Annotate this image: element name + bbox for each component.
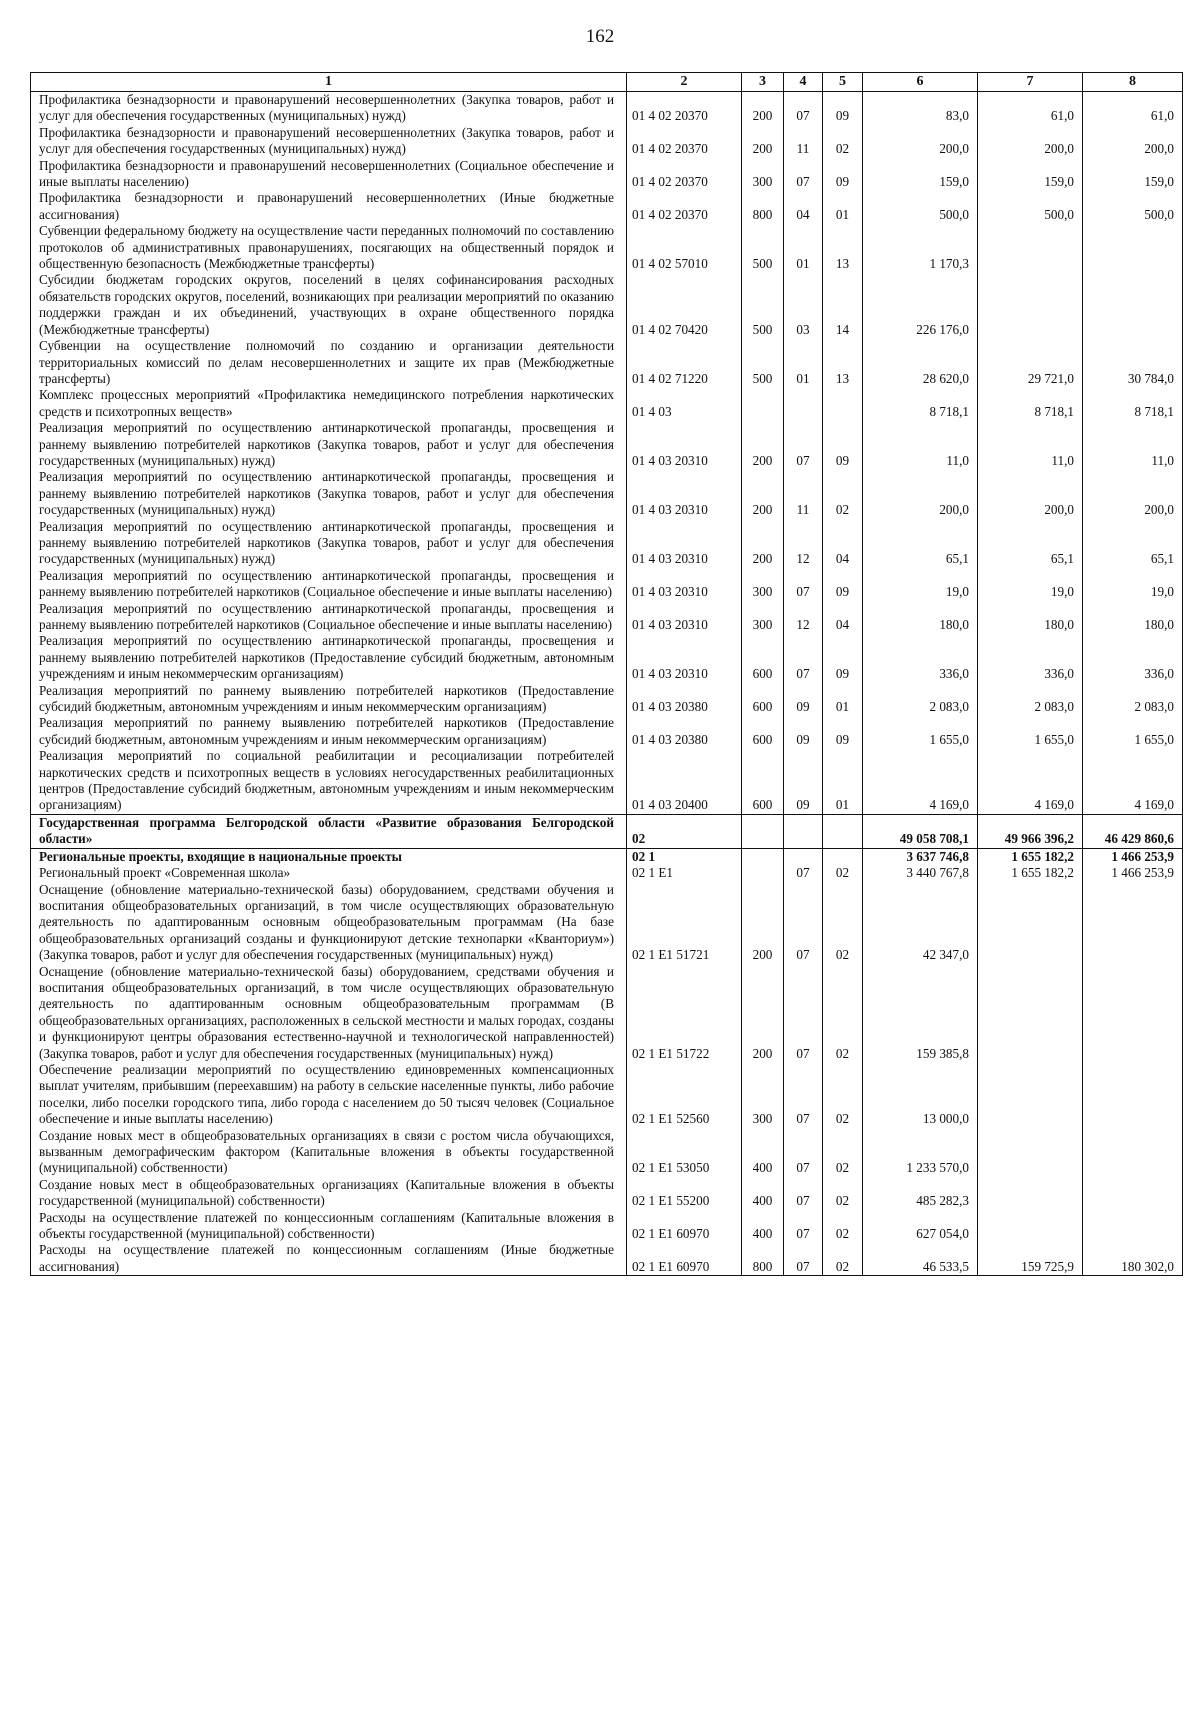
amount-col-6: 627 054,0 bbox=[863, 1210, 978, 1243]
table-row bbox=[31, 1062, 1183, 1128]
subsection-code: 02 bbox=[823, 1177, 863, 1210]
amount-col-7 bbox=[978, 272, 1083, 338]
subsection-code: 14 bbox=[823, 272, 863, 338]
target-article-code: 02 1 E1 60970 bbox=[627, 1210, 742, 1243]
amount-col-6: 2 083,0 bbox=[863, 683, 978, 716]
target-article-code: 01 4 03 20310 bbox=[627, 519, 742, 568]
subsection-code bbox=[823, 848, 863, 865]
header-row bbox=[31, 73, 1183, 92]
target-article-code: 02 1 E1 bbox=[627, 865, 742, 881]
amount-col-6: 65,1 bbox=[863, 519, 978, 568]
table-row bbox=[31, 1242, 1183, 1275]
amount-col-7: 159,0 bbox=[978, 158, 1083, 191]
row-description: Реализация мероприятий по осуществлению антинаркотической пропаганды, просвещения и раннему выявлению потребителей наркотиков (Социальное обеспечение и иные выплаты населению) bbox=[31, 568, 627, 601]
target-article-code: 01 4 03 20400 bbox=[627, 748, 742, 814]
target-article-code: 01 4 02 57010 bbox=[627, 223, 742, 272]
section-code: 07 bbox=[784, 568, 823, 601]
amount-col-7: 500,0 bbox=[978, 190, 1083, 223]
section-code: 07 bbox=[784, 1242, 823, 1275]
expense-type-code bbox=[742, 814, 784, 848]
target-article-code: 02 bbox=[627, 814, 742, 848]
section-code: 07 bbox=[784, 1177, 823, 1210]
header-cell: 1 bbox=[31, 73, 627, 92]
amount-col-6: 336,0 bbox=[863, 633, 978, 682]
table-row bbox=[31, 420, 1183, 469]
table-row bbox=[31, 964, 1183, 1062]
amount-col-7: 1 655,0 bbox=[978, 715, 1083, 748]
header-cell: 4 bbox=[784, 73, 823, 92]
table-body bbox=[31, 92, 1183, 1276]
expense-type-code: 400 bbox=[742, 1177, 784, 1210]
amount-col-6: 180,0 bbox=[863, 601, 978, 634]
amount-col-8: 180,0 bbox=[1083, 601, 1183, 634]
target-article-code: 01 4 03 20380 bbox=[627, 683, 742, 716]
target-article-code: 01 4 03 20310 bbox=[627, 420, 742, 469]
row-description: Создание новых мест в общеобразовательных организациях в связи с ростом числа обучающихся, вызванным демографическим фактором (Капитальные вложения в объекты государственной (муниципальной) собственности) bbox=[31, 1128, 627, 1177]
amount-col-8: 46 429 860,6 bbox=[1083, 814, 1183, 848]
expense-type-code bbox=[742, 387, 784, 420]
expense-type-code: 400 bbox=[742, 1128, 784, 1177]
amount-col-7: 1 655 182,2 bbox=[978, 865, 1083, 881]
amount-col-6: 1 233 570,0 bbox=[863, 1128, 978, 1177]
target-article-code: 02 1 E1 51722 bbox=[627, 964, 742, 1062]
amount-col-7: 49 966 396,2 bbox=[978, 814, 1083, 848]
amount-col-7: 336,0 bbox=[978, 633, 1083, 682]
expense-type-code: 600 bbox=[742, 748, 784, 814]
section-code: 07 bbox=[784, 92, 823, 125]
row-description: Расходы на осуществление платежей по концессионным соглашениям (Капитальные вложения в объекты государственной (муниципальной) собственности) bbox=[31, 1210, 627, 1243]
expense-type-code: 500 bbox=[742, 272, 784, 338]
target-article-code: 02 1 E1 55200 bbox=[627, 1177, 742, 1210]
target-article-code: 02 1 E1 60970 bbox=[627, 1242, 742, 1275]
expense-type-code: 200 bbox=[742, 519, 784, 568]
row-description: Создание новых мест в общеобразовательных организациях (Капитальные вложения в объекты государственной (муниципальной) собственности) bbox=[31, 1177, 627, 1210]
row-description: Профилактика безнадзорности и правонарушений несовершеннолетних (Иные бюджетные ассигнования) bbox=[31, 190, 627, 223]
amount-col-6: 28 620,0 bbox=[863, 338, 978, 387]
amount-col-8: 30 784,0 bbox=[1083, 338, 1183, 387]
amount-col-7: 19,0 bbox=[978, 568, 1083, 601]
amount-col-8: 1 466 253,9 bbox=[1083, 848, 1183, 865]
amount-col-8: 500,0 bbox=[1083, 190, 1183, 223]
expense-type-code bbox=[742, 865, 784, 881]
table-row bbox=[31, 158, 1183, 191]
row-description: Расходы на осуществление платежей по концессионным соглашениям (Иные бюджетные ассигнования) bbox=[31, 1242, 627, 1275]
row-description: Реализация мероприятий по осуществлению антинаркотической пропаганды, просвещения и раннему выявлению потребителей наркотиков (Закупка товаров, работ и услуг для обеспечения государственных (муниципальных) нужд) bbox=[31, 469, 627, 518]
section-code: 07 bbox=[784, 1128, 823, 1177]
amount-col-7 bbox=[978, 223, 1083, 272]
expense-type-code: 500 bbox=[742, 223, 784, 272]
amount-col-8: 61,0 bbox=[1083, 92, 1183, 125]
table-row bbox=[31, 814, 1183, 848]
header-cell: 3 bbox=[742, 73, 784, 92]
subsection-code: 01 bbox=[823, 190, 863, 223]
table-row bbox=[31, 92, 1183, 125]
amount-col-6: 485 282,3 bbox=[863, 1177, 978, 1210]
section-code bbox=[784, 848, 823, 865]
expense-type-code: 300 bbox=[742, 1062, 784, 1128]
subsection-code: 01 bbox=[823, 683, 863, 716]
amount-col-6: 46 533,5 bbox=[863, 1242, 978, 1275]
section-code: 07 bbox=[784, 633, 823, 682]
table-row bbox=[31, 601, 1183, 634]
amount-col-6: 83,0 bbox=[863, 92, 978, 125]
subsection-code bbox=[823, 814, 863, 848]
expense-type-code: 200 bbox=[742, 964, 784, 1062]
table-row bbox=[31, 568, 1183, 601]
header-cell: 5 bbox=[823, 73, 863, 92]
budget-table bbox=[30, 72, 1183, 1276]
section-code: 12 bbox=[784, 601, 823, 634]
target-article-code: 01 4 03 20310 bbox=[627, 633, 742, 682]
table-row bbox=[31, 1177, 1183, 1210]
expense-type-code: 600 bbox=[742, 683, 784, 716]
expense-type-code: 600 bbox=[742, 633, 784, 682]
row-description: Профилактика безнадзорности и правонарушений несовершеннолетних (Закупка товаров, работ и услуг для обеспечения государственных (муниципальных) нужд) bbox=[31, 125, 627, 158]
amount-col-8: 65,1 bbox=[1083, 519, 1183, 568]
header-cell: 6 bbox=[863, 73, 978, 92]
target-article-code: 01 4 03 bbox=[627, 387, 742, 420]
target-article-code: 02 1 E1 53050 bbox=[627, 1128, 742, 1177]
row-description: Оснащение (обновление материально-технической базы) оборудованием, средствами обучения и воспитания общеобразовательных организаций, в том числе осуществляющих образовательную деятельность по адаптированным основным общеобразовательным программам (В общеобразовательных организациях, расположенных в сельской местности и малых городах, созданы и функционируют центры образования естественно-научной и технологической направленностей) (Закупка товаров, работ и услуг для обеспечения государственных (муниципальных) нужд) bbox=[31, 964, 627, 1062]
row-description: Реализация мероприятий по осуществлению антинаркотической пропаганды, просвещения и раннему выявлению потребителей наркотиков (Социальное обеспечение и иные выплаты населению) bbox=[31, 601, 627, 634]
amount-col-6: 500,0 bbox=[863, 190, 978, 223]
amount-col-7 bbox=[978, 964, 1083, 1062]
row-description: Реализация мероприятий по раннему выявлению потребителей наркотиков (Предоставление субсидий бюджетным, автономным учреждениям и иным некоммерческим организациям) bbox=[31, 715, 627, 748]
subsection-code: 04 bbox=[823, 601, 863, 634]
table-row bbox=[31, 125, 1183, 158]
section-code: 03 bbox=[784, 272, 823, 338]
row-description: Реализация мероприятий по осуществлению антинаркотической пропаганды, просвещения и раннему выявлению потребителей наркотиков (Предоставление субсидий бюджетным, автономным учреждениям и иным некоммерческим организациям) bbox=[31, 633, 627, 682]
amount-col-7: 4 169,0 bbox=[978, 748, 1083, 814]
subsection-code: 02 bbox=[823, 1242, 863, 1275]
expense-type-code: 200 bbox=[742, 125, 784, 158]
expense-type-code: 400 bbox=[742, 1210, 784, 1243]
amount-col-7 bbox=[978, 882, 1083, 964]
table-row bbox=[31, 748, 1183, 814]
section-code: 07 bbox=[784, 865, 823, 881]
amount-col-6: 3 440 767,8 bbox=[863, 865, 978, 881]
amount-col-8 bbox=[1083, 1062, 1183, 1128]
amount-col-6: 49 058 708,1 bbox=[863, 814, 978, 848]
subsection-code: 13 bbox=[823, 338, 863, 387]
page-number: 162 bbox=[585, 26, 615, 47]
subsection-code: 09 bbox=[823, 92, 863, 125]
expense-type-code: 200 bbox=[742, 469, 784, 518]
target-article-code: 01 4 03 20310 bbox=[627, 568, 742, 601]
header-cell: 2 bbox=[627, 73, 742, 92]
section-code: 01 bbox=[784, 223, 823, 272]
section-code: 07 bbox=[784, 1062, 823, 1128]
subsection-code: 02 bbox=[823, 125, 863, 158]
amount-col-6: 11,0 bbox=[863, 420, 978, 469]
target-article-code: 01 4 02 20370 bbox=[627, 158, 742, 191]
amount-col-6: 4 169,0 bbox=[863, 748, 978, 814]
section-code: 12 bbox=[784, 519, 823, 568]
amount-col-6: 3 637 746,8 bbox=[863, 848, 978, 865]
section-code: 09 bbox=[784, 748, 823, 814]
expense-type-code: 300 bbox=[742, 601, 784, 634]
amount-col-7: 11,0 bbox=[978, 420, 1083, 469]
table-row bbox=[31, 469, 1183, 518]
amount-col-7: 65,1 bbox=[978, 519, 1083, 568]
section-code: 09 bbox=[784, 683, 823, 716]
amount-col-7 bbox=[978, 1062, 1083, 1128]
header-cell: 7 bbox=[978, 73, 1083, 92]
section-code: 07 bbox=[784, 882, 823, 964]
subsection-code: 09 bbox=[823, 158, 863, 191]
amount-col-8 bbox=[1083, 964, 1183, 1062]
amount-col-6: 13 000,0 bbox=[863, 1062, 978, 1128]
amount-col-8: 200,0 bbox=[1083, 125, 1183, 158]
amount-col-8: 1 655,0 bbox=[1083, 715, 1183, 748]
row-description: Оснащение (обновление материально-технической базы) оборудованием, средствами обучения и воспитания общеобразовательных организаций, в том числе осуществляющих образовательную деятельность по адаптированным основным общеобразовательным программам (На базе общеобразовательных организаций созданы и функционируют детские технопарки «Кванториум») (Закупка товаров, работ и услуг для обеспечения государственных (муниципальных) нужд) bbox=[31, 882, 627, 964]
amount-col-7 bbox=[978, 1177, 1083, 1210]
table-row bbox=[31, 848, 1183, 865]
amount-col-8: 159,0 bbox=[1083, 158, 1183, 191]
table-row bbox=[31, 1128, 1183, 1177]
row-description: Государственная программа Белгородской области «Развитие образования Белгородской области» bbox=[31, 814, 627, 848]
target-article-code: 01 4 03 20310 bbox=[627, 601, 742, 634]
section-code: 04 bbox=[784, 190, 823, 223]
amount-col-6: 8 718,1 bbox=[863, 387, 978, 420]
target-article-code: 02 1 E1 52560 bbox=[627, 1062, 742, 1128]
expense-type-code: 200 bbox=[742, 882, 784, 964]
subsection-code: 09 bbox=[823, 715, 863, 748]
amount-col-7: 29 721,0 bbox=[978, 338, 1083, 387]
amount-col-7 bbox=[978, 1210, 1083, 1243]
section-code: 09 bbox=[784, 715, 823, 748]
expense-type-code: 800 bbox=[742, 190, 784, 223]
expense-type-code: 300 bbox=[742, 158, 784, 191]
row-description: Реализация мероприятий по осуществлению антинаркотической пропаганды, просвещения и раннему выявлению потребителей наркотиков (Закупка товаров, работ и услуг для обеспечения государственных (муниципальных) нужд) bbox=[31, 420, 627, 469]
amount-col-7: 180,0 bbox=[978, 601, 1083, 634]
table-row bbox=[31, 865, 1183, 881]
amount-col-7: 200,0 bbox=[978, 125, 1083, 158]
amount-col-6: 200,0 bbox=[863, 469, 978, 518]
row-description: Обеспечение реализации мероприятий по осуществлению единовременных компенсационных выплат учителям, прибывшим (переехавшим) на работу в сельские населенные пункты, либо рабочие поселки, либо поселки городского типа, либо города с населением до 50 тысяч человек (Социальное обеспечение и иные выплаты населению) bbox=[31, 1062, 627, 1128]
amount-col-7 bbox=[978, 1128, 1083, 1177]
row-description: Профилактика безнадзорности и правонарушений несовершеннолетних (Социальное обеспечение и иные выплаты населению) bbox=[31, 158, 627, 191]
subsection-code: 02 bbox=[823, 1128, 863, 1177]
section-code bbox=[784, 814, 823, 848]
target-article-code: 02 1 bbox=[627, 848, 742, 865]
table-row bbox=[31, 519, 1183, 568]
amount-col-6: 1 655,0 bbox=[863, 715, 978, 748]
subsection-code: 09 bbox=[823, 420, 863, 469]
subsection-code: 02 bbox=[823, 1062, 863, 1128]
amount-col-7: 61,0 bbox=[978, 92, 1083, 125]
subsection-code: 02 bbox=[823, 964, 863, 1062]
amount-col-6: 200,0 bbox=[863, 125, 978, 158]
row-description: Субвенции на осуществление полномочий по созданию и организации деятельности территориальных комиссий по делам несовершеннолетних и защите их прав (Межбюджетные трансферты) bbox=[31, 338, 627, 387]
row-description: Реализация мероприятий по осуществлению антинаркотической пропаганды, просвещения и раннему выявлению потребителей наркотиков (Закупка товаров, работ и услуг для обеспечения государственных (муниципальных) нужд) bbox=[31, 519, 627, 568]
target-article-code: 02 1 E1 51721 bbox=[627, 882, 742, 964]
amount-col-8 bbox=[1083, 223, 1183, 272]
amount-col-7: 1 655 182,2 bbox=[978, 848, 1083, 865]
table-row bbox=[31, 1210, 1183, 1243]
table-row bbox=[31, 272, 1183, 338]
amount-col-8: 19,0 bbox=[1083, 568, 1183, 601]
row-description: Комплекс процессных мероприятий «Профилактика немедицинского потребления наркотических средств и психотропных веществ» bbox=[31, 387, 627, 420]
target-article-code: 01 4 02 20370 bbox=[627, 125, 742, 158]
section-code: 07 bbox=[784, 1210, 823, 1243]
subsection-code: 04 bbox=[823, 519, 863, 568]
expense-type-code: 500 bbox=[742, 338, 784, 387]
target-article-code: 01 4 02 71220 bbox=[627, 338, 742, 387]
section-code: 07 bbox=[784, 420, 823, 469]
target-article-code: 01 4 03 20380 bbox=[627, 715, 742, 748]
amount-col-6: 159,0 bbox=[863, 158, 978, 191]
row-description: Региональный проект «Современная школа» bbox=[31, 865, 627, 881]
amount-col-8: 4 169,0 bbox=[1083, 748, 1183, 814]
amount-col-8 bbox=[1083, 272, 1183, 338]
table-row bbox=[31, 223, 1183, 272]
table-row bbox=[31, 683, 1183, 716]
target-article-code: 01 4 02 20370 bbox=[627, 92, 742, 125]
header-cell: 8 bbox=[1083, 73, 1183, 92]
amount-col-7: 2 083,0 bbox=[978, 683, 1083, 716]
subsection-code: 13 bbox=[823, 223, 863, 272]
amount-col-7: 8 718,1 bbox=[978, 387, 1083, 420]
amount-col-8: 11,0 bbox=[1083, 420, 1183, 469]
section-code: 11 bbox=[784, 469, 823, 518]
section-code: 07 bbox=[784, 158, 823, 191]
row-description: Субсидии бюджетам городских округов, поселений в целях софинансирования расходных обязательств городских округов, поселений, возникающих при реализации мероприятий по оказанию поддержки граждан и их объединений, участвующих в охране общественного порядка (Межбюджетные трансферты) bbox=[31, 272, 627, 338]
amount-col-8 bbox=[1083, 1128, 1183, 1177]
amount-col-8: 2 083,0 bbox=[1083, 683, 1183, 716]
table-row bbox=[31, 387, 1183, 420]
section-code: 07 bbox=[784, 964, 823, 1062]
amount-col-7: 200,0 bbox=[978, 469, 1083, 518]
row-description: Реализация мероприятий по социальной реабилитации и ресоциализации потребителей наркотических средств и психотропных веществ в условиях негосударственных реабилитационных центров (Предоставление субсидий бюджетным, автономным учреждениям и иным некоммерческим организациям) bbox=[31, 748, 627, 814]
amount-col-6: 19,0 bbox=[863, 568, 978, 601]
amount-col-8: 336,0 bbox=[1083, 633, 1183, 682]
amount-col-7: 159 725,9 bbox=[978, 1242, 1083, 1275]
expense-type-code: 300 bbox=[742, 568, 784, 601]
expense-type-code: 600 bbox=[742, 715, 784, 748]
row-description: Субвенции федеральному бюджету на осуществление части переданных полномочий по составлению протоколов об административных правонарушениях, посягающих на общественный порядок и общественную безопасность (Межбюджетные трансферты) bbox=[31, 223, 627, 272]
row-description: Профилактика безнадзорности и правонарушений несовершеннолетних (Закупка товаров, работ и услуг для обеспечения государственных (муниципальных) нужд) bbox=[31, 92, 627, 125]
expense-type-code: 800 bbox=[742, 1242, 784, 1275]
target-article-code: 01 4 02 70420 bbox=[627, 272, 742, 338]
expense-type-code: 200 bbox=[742, 92, 784, 125]
section-code: 01 bbox=[784, 338, 823, 387]
amount-col-8: 180 302,0 bbox=[1083, 1242, 1183, 1275]
subsection-code bbox=[823, 387, 863, 420]
subsection-code: 09 bbox=[823, 568, 863, 601]
subsection-code: 02 bbox=[823, 1210, 863, 1243]
expense-type-code: 200 bbox=[742, 420, 784, 469]
subsection-code: 02 bbox=[823, 865, 863, 881]
table-row bbox=[31, 633, 1183, 682]
amount-col-8 bbox=[1083, 1210, 1183, 1243]
target-article-code: 01 4 03 20310 bbox=[627, 469, 742, 518]
table-row bbox=[31, 190, 1183, 223]
section-code bbox=[784, 387, 823, 420]
subsection-code: 02 bbox=[823, 882, 863, 964]
amount-col-6: 159 385,8 bbox=[863, 964, 978, 1062]
table-row bbox=[31, 882, 1183, 964]
table-row bbox=[31, 338, 1183, 387]
expense-type-code bbox=[742, 848, 784, 865]
section-code: 11 bbox=[784, 125, 823, 158]
amount-col-6: 226 176,0 bbox=[863, 272, 978, 338]
row-description: Региональные проекты, входящие в национальные проекты bbox=[31, 848, 627, 865]
amount-col-8 bbox=[1083, 882, 1183, 964]
target-article-code: 01 4 02 20370 bbox=[627, 190, 742, 223]
subsection-code: 01 bbox=[823, 748, 863, 814]
amount-col-6: 1 170,3 bbox=[863, 223, 978, 272]
amount-col-8: 1 466 253,9 bbox=[1083, 865, 1183, 881]
amount-col-8 bbox=[1083, 1177, 1183, 1210]
row-description: Реализация мероприятий по раннему выявлению потребителей наркотиков (Предоставление субсидий бюджетным, автономным учреждениям и иным некоммерческим организациям) bbox=[31, 683, 627, 716]
amount-col-8: 8 718,1 bbox=[1083, 387, 1183, 420]
amount-col-8: 200,0 bbox=[1083, 469, 1183, 518]
amount-col-6: 42 347,0 bbox=[863, 882, 978, 964]
table-row bbox=[31, 715, 1183, 748]
subsection-code: 09 bbox=[823, 633, 863, 682]
subsection-code: 02 bbox=[823, 469, 863, 518]
